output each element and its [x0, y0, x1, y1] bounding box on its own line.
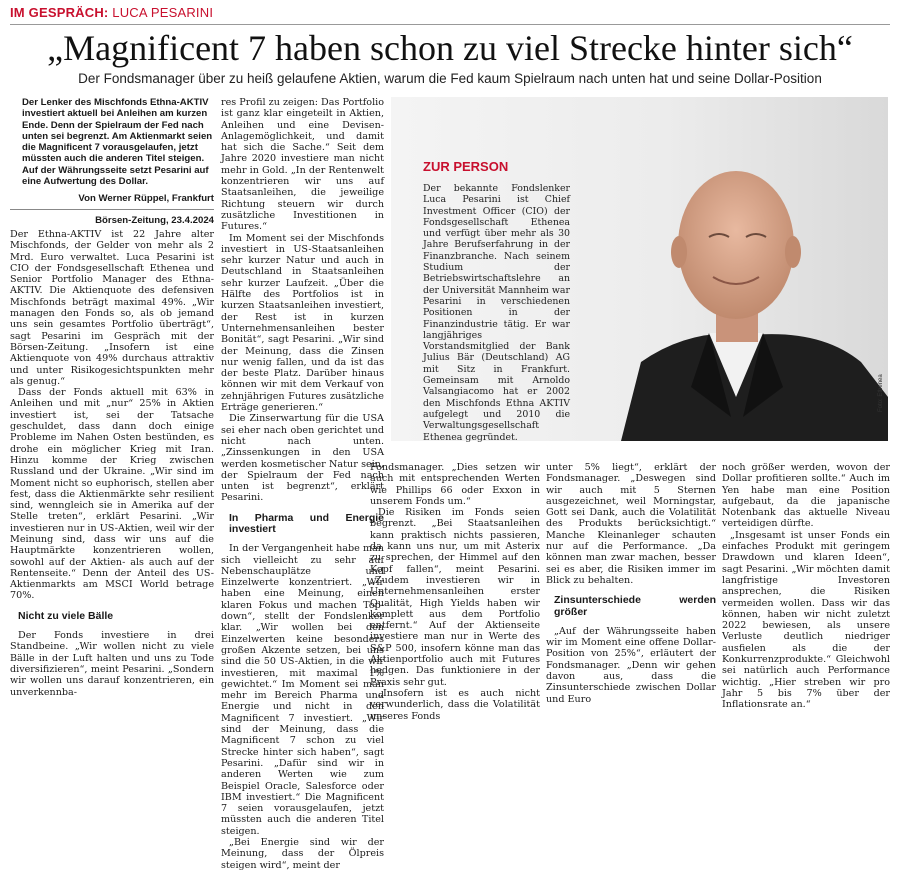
section-heading: Zinsunterschiede werden größer: [554, 594, 716, 618]
body-paragraph: Im Moment sei der Mischfonds investiert in US-Staatsanleihen sehr kurzer Natur und auch in Deutschland in Staatsanleihen sehr kurzer Laufzeit. „Über die Hälfte des Portfolios ist in kurzen Staatsanleihen investiert, der Rest ist in kurzen Unternehmensanleihen bester Bonität“, sagt Pesarini. „Wir sind der Meinung, dass die Zinsen nur wenig fallen, und da ist das der beste Platz. Darüber hinaus können wir mit dem Verkauf von zehnjährigen Futures zusätzliche Erträge generieren.“: [221, 232, 384, 414]
column-1: [10, 97, 214, 698]
kicker: [10, 5, 213, 20]
body-paragraph: unter 5% liegt“, erklärt der Fondsmanager. „Deswegen sind wir auch mit 5 Sternen ausgezeichnet, weil Morningstar, Gott sei Dank, auch die Volatilität des Produkts berücksichtigt.“ Manche Kleinanleger schauten nur auf die Performance. „Da können man zwar machen, besser sei es aber, die Risiken immer im Blick zu behalten.: [546, 462, 716, 586]
body-paragraph: „Insofern ist es auch nicht verwunderlich, dass die Volatilität unseres Fonds: [370, 687, 540, 722]
sidebar-title: ZUR PERSON: [423, 159, 509, 174]
kicker-name: LUCA PESARINI: [112, 5, 214, 20]
headline: „Magnificent 7 haben schon zu viel Strecke hinter sich“: [47, 28, 853, 68]
sidebar-bio: Der bekannte Fondslenker Luca Pesarini ist Chief Investment Officer (CIO) der Fondsgesellschaft Ethenea und verfügt über mehr als 30 Jahre Berufserfahrung in der Finanzbranche. Nach seinem Studium der Betriebswirtschaftslehre an der Universität Mannheim war Pesarini in verschiedenen Positionen in der Finanzindustrie tätig. Er war langjähriges Vorstandsmitglied der Bank Julius Bär (Deutschland) AG mit Sitz in Frankfurt. Gemeinsam mit Arnoldo Valsangiacomo hat er 2002 den Mischfonds Ethna AKTIV aufgelegt und 2010 die Verwaltungsgesellschaft Ethenea gegründet.: [423, 183, 571, 443]
top-rule: [10, 24, 890, 25]
body-paragraph: res Profil zu zeigen: Das Portfolio ist ganz klar eingeteilt in Aktien, Anleihen und eine Devisen-Anlagemöglichkeit, und damit hat sich die Sache.“ Seit dem Jahre 2020 investiere man nicht mehr in Gold. „In der Rentenwelt konzentrieren wir uns auf Staatsanleihen, die jeweilige Richtung steuern wir durch zusätzliche Investitionen in Futures.“: [221, 97, 384, 233]
section-heading: Nicht zu viele Bälle: [18, 609, 114, 622]
subheadline: Der Fondsmanager über zu heiß gelaufene Aktien, warum die Fed kaum Spielraum nach unten hat und seine Dollar-Position: [78, 71, 822, 86]
body-paragraph: Dass der Fonds aktuell mit 63% in Anleihen und mit „nur“ 25% in Aktien investiert ist, sei der Tatsache geschuldet, dass dann doch einige Probleme im Nahen Osten bestünden, es drohe ein möglicher Krieg mit Iran. Hinzu komme der Krieg zwischen Russland und der Ukraine. „Wir sind im Moment nicht so euphorisch, stellen aber fest, dass die Aktienmärkte sehr resilient sind, wenngleich sie in Amerika auf der Stelle treten“, erklärt Pesarini. „Wir investieren nur in US-Aktien, weil wir der Meinung sind, dass wir uns auf die Hauptmärkte konzentrieren wollen, sowohl auf der Aktien- als auch auf der Rentenseite.“ Denn der Anteil des US-Aktienmarkts am MSCI World betrage 70%.: [10, 387, 214, 602]
body-paragraph: „Insgesamt ist unser Fonds ein einfaches Produkt mit geringem Drawdown und klaren Ideen“, sagt Pesarini. „Wir möchten damit langfristige Investoren ansprechen, die Risiken vermeiden wollen. Dass wir das können, haben wir nicht zuletzt 2022 bewiesen, als unsere Verluste deutlich niedriger ausfielen als die der Konkurrenzprodukte.“ Gleichwohl sei natürlich auch Performance wichtig. „Hier streben wir pro Jahr 5 bis 7% über der Inflationsrate an.“: [722, 529, 890, 711]
body-paragraph: „Bei Energie sind wir der Meinung, dass der Ölpreis steigen wird“, meint der: [221, 837, 384, 871]
body-paragraph: noch größer werden, wovon der Dollar profitieren sollte.“ Auch im Yen habe man eine Position aufgebaut, da die japanische Notenbank das aktuelle Niveau verteidigen dürfte.: [722, 462, 890, 530]
dateline: Börsen-Zeitung, 23.4.2024: [10, 209, 214, 226]
body-paragraph: Die Zinserwartung für die USA sei eher nach oben gerichtet und nicht nach unten. „Zinssenkungen in den USA werden kosmetischer Natur sein, der Spielraum der Fed nach unten ist begrenzt“, erklärt Pesarini.: [221, 413, 384, 504]
body-paragraph: Der Ethna-AKTIV ist 22 Jahre alter Mischfonds, der Gelder von mehr als 2 Mrd. Euro verwaltet. Luca Pesarini ist CIO der Fondsgesellschaft Ethenea und Senior Portfolio Manager des Ethna-AKTIV. Die Aktienquote des defensiven Mischfonds beträgt maximal 49%. „Wir managen den Fonds so, als ob jemand uns sein gesamtes Portfolio überträgt“, sagt Pesarini im Gespräch mit der Börsen-Zeitung. „Insofern ist eine Aktienquote von 49% durchaus attraktiv und unter Risikogesichtspunkten mehr als genug.“: [10, 228, 214, 387]
kicker-label: IM GESPRÄCH:: [10, 5, 109, 20]
body-paragraph: In der Vergangenheit habe man sich vielleicht zu sehr auf Nebenschauplätze und Einzelwerte konzentriert. „Wir haben eine Meinung, einen klaren Fokus und machen Top-down“, stellt der Fondslenker klar. „Wir wollen bei den Einzelwerten keine besonders großen Akzente setzen, bei uns sind die 50 US-Aktien, in die wir investieren, mit maximal 1% gewichtet.“ Im Moment sei man mehr im Bereich Pharma und Energie und nicht in den Magnificent 7 investiert. „Wir sind der Meinung, dass die Magnificent 7 schon zu viel Strecke hinter sich haben“, sagt Pesarini. „Dafür sind wir in anderen Werten wie zum Beispiel Oracle, Salesforce oder IBM investiert.“ Die Magnificent 7 seien vorausgelaufen, jetzt müssten auch die anderen Titel steigen.: [221, 543, 384, 837]
section-heading: In Pharma und Energie investiert: [229, 511, 384, 535]
lead-paragraph: Der Lenker des Mischfonds Ethna-AKTIV investiert aktuell bei Anleihen am kurzen Ende. Denn der Spielraum der Fed nach unten sei begrenzt. Am Aktienmarkt seien die Magnificent 7 vorausgelaufen, jetzt müssten auch die anderen Titel steigen. Auf der Währungsseite setzt Pesarini auf eine Aufwertung des Dollar.: [22, 97, 213, 188]
body-paragraph: „Auf der Währungsseite haben wir im Moment eine offene Dollar-Position von 25%“, erläutert der Fondsmanager. „Denn wir gehen davon aus, dass die Zinsunterschiede zwischen Dollar und Euro: [546, 625, 716, 705]
body-paragraph: Die Risiken im Fonds seien begrenzt. „Bei Staatsanleihen kann praktisch nichts passieren, da kann uns nur, um mit Asterix zu sprechen, der Himmel auf den Kopf fallen“, meint Pesarini. „Zudem investieren wir in Unternehmensanleihen erster Qualität, High Yields haben wir komplett aus dem Portfolio entfernt.“ Auf der Aktienseite investiere man nur in Werte des S&P 500, insofern könne man das Aktienportfolio auch mit Futures hedgen. Das funktioniere in der Praxis sehr gut.: [370, 507, 540, 688]
byline: Von Werner Rüppel, Frankfurt: [78, 193, 214, 205]
column-2: [221, 97, 384, 871]
column-4: [546, 462, 716, 705]
column-3: [370, 462, 540, 722]
body-paragraph: Fondsmanager. „Dies setzen wir auch mit entsprechenden Werten wie Phillips 66 oder Exxon in unserem Fonds um.“: [370, 462, 540, 507]
photo-credit: Foto: Ethenea: [878, 374, 884, 412]
column-5: [722, 462, 890, 711]
body-paragraph: Der Fonds investiere in drei Standbeine. „Wir wollen nicht zu viele Bälle in der Luft halten und uns zu Tode diversifizieren“, meint Pesarini. „Sondern wir wollen uns darauf konzentrieren, ein unverkennba-: [10, 630, 214, 698]
